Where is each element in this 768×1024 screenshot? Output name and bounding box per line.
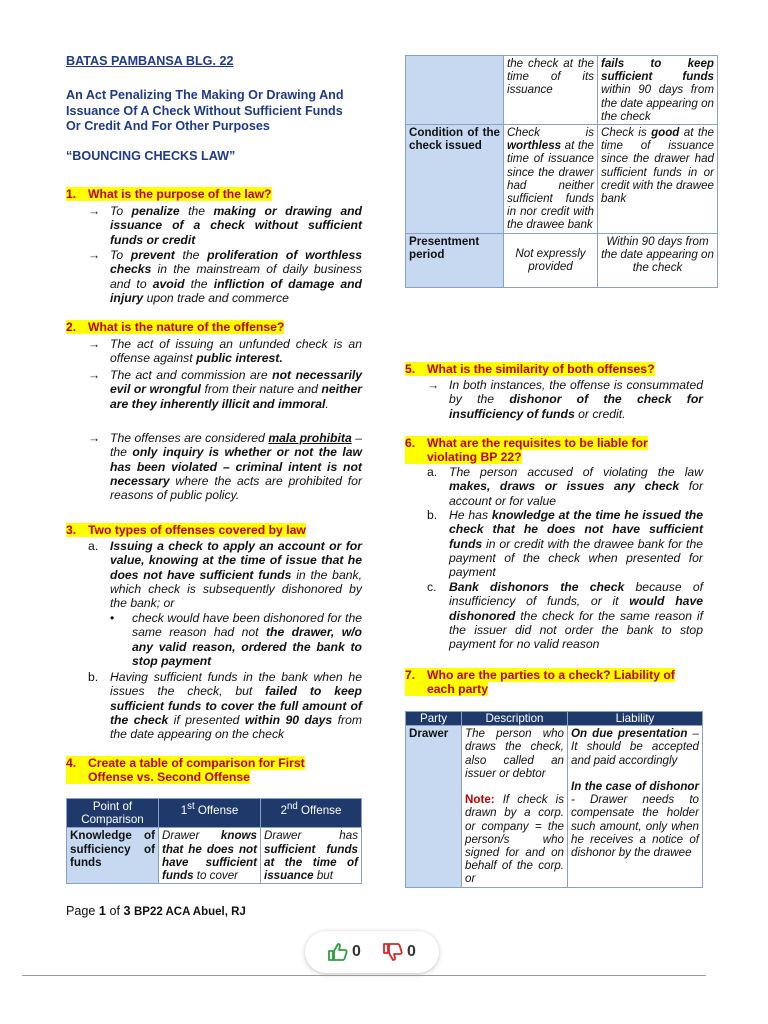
list-item: → The act of issuing an unfunded check is an offense against public interest.	[88, 337, 362, 366]
question-3-text: Two types of offenses covered by law	[88, 523, 306, 537]
question-1-text: What is the purpose of the law?	[88, 187, 272, 201]
question-7-text: Who are the parties to a check? Liability of	[427, 668, 675, 682]
table-cell: fails to keep sufficient funds within 90 days from the date appearing on the check	[598, 56, 718, 125]
table-header: Liability	[568, 712, 703, 726]
question-7-text: each party	[405, 682, 488, 696]
thumbs-down-icon	[383, 943, 403, 961]
table-header: 1st Offense	[159, 799, 261, 828]
reaction-bar	[305, 931, 439, 973]
table-header: Point of Comparison	[67, 799, 159, 828]
question-6-text: violating BP 22?	[405, 450, 522, 464]
footer-doc-name: BP22 ACA Abuel, RJ	[133, 906, 246, 918]
question-2: 2. What is the nature of the offense?	[66, 320, 285, 334]
list-item: → In both instances, the offense is consummated by the dishonor of the check for insufficiency of funds or credit.	[427, 378, 704, 421]
list-item: b. He has knowledge at the time he issued the check that he does not have sufficient funds in or credit with the drawee bank for the payment of the check when presented for payment	[427, 508, 703, 580]
table-cell: Within 90 days from the date appearing on the check	[598, 233, 718, 287]
table-cell: Not expressly provided	[504, 233, 598, 287]
list-item: b. Having sufficient funds in the bank when he issues the check, but failed to keep sufficient funds to cover the full amount of the check if presented within 90 days from the date appearing on the check	[88, 670, 362, 742]
comparison-table	[66, 798, 362, 884]
footer-page-total: 3	[123, 904, 131, 918]
list-item: a. The person accused of violating the law makes, draws or issues any check for account or for value	[427, 465, 703, 508]
like-count: 0	[352, 942, 361, 960]
table-cell: the check at the time of its issuance	[504, 56, 598, 125]
table-cell: Presentment period	[406, 233, 504, 287]
table-cell: Check is worthless at the time of issuance since the drawer had neither sufficient funds in nor credit with the drawee bank	[504, 125, 598, 234]
table-cell: Drawer knows that he does not have sufficient funds to cover	[159, 828, 261, 884]
table-cell: On due presentation – It should be accepted and paid accordingly In the case of dishonor - Drawer needs to compensate the holder such amount, only when he receives a notice of dishonor by the drawee	[568, 726, 703, 887]
question-1: 1. What is the purpose of the law?	[66, 187, 272, 201]
subtitle-line: An Act Penalizing The Making Or Drawing And	[66, 88, 344, 102]
list-item: • check would have been dishonored for the same reason had not the drawer, w/o any valid reason, ordered the bank to stop payment	[110, 611, 363, 668]
list-item: → To penalize the making or drawing and issuance of a check without sufficient funds or credit	[88, 204, 362, 247]
table-cell	[406, 56, 504, 125]
table-cell: Drawer	[406, 726, 462, 887]
footer-of: of	[109, 904, 120, 918]
table-cell: Check is good at the time of issuance since the drawer had sufficient funds in or credit with the drawee bank	[598, 125, 718, 234]
thumbs-up-icon	[328, 943, 348, 961]
document-title: BATAS PAMBANSA BLG. 22	[66, 54, 234, 68]
list-item: a. Issuing a check to apply an account or for value, knowing at the time of issue that he does not have sufficient funds in the bank, which check is subsequently dishonored by the bank; or	[88, 539, 363, 611]
footer-page-label: Page	[66, 904, 96, 918]
list-item: → The offenses are considered mala prohibita – the only inquiry is whether or not the law has been violated – criminal intent is not necessary where the acts are prohibited for reasons of public policy.	[88, 431, 363, 503]
footer-page-number: 1	[98, 904, 106, 918]
table-cell: Drawer has sufficient funds at the time of issuance but	[261, 828, 362, 884]
dislike-count: 0	[407, 942, 416, 960]
list-item: → The act and commission are not necessarily evil or wrongful from their nature and neither are they inherently illicit and immoral.	[88, 368, 363, 411]
question-6: 6. What are the requisites to be liable for violating BP 22?	[405, 436, 648, 465]
question-2-text: What is the nature of the offense?	[88, 320, 285, 334]
table-cell: Knowledge of sufficiency of funds	[67, 828, 159, 884]
like-button[interactable]	[328, 943, 361, 961]
law-nickname: “BOUNCING CHECKS LAW”	[66, 149, 236, 163]
question-3: 3. Two types of offenses covered by law	[66, 523, 306, 537]
document-subtitle	[66, 88, 344, 135]
question-4-text: Offense vs. Second Offense	[66, 770, 250, 784]
question-5-text: What is the similarity of both offenses?	[427, 362, 655, 376]
subtitle-line: Or Credit And For Other Purposes	[66, 119, 270, 133]
divider	[22, 975, 706, 976]
comparison-table-continued	[405, 55, 718, 288]
question-5: 5. What is the similarity of both offenses?	[405, 362, 655, 376]
question-6-text: What are the requisites to be liable for	[427, 436, 648, 450]
question-4: 4. Create a table of comparison for First Offense vs. Second Offense	[66, 756, 305, 785]
list-item: → To prevent the proliferation of worthless checks in the mainstream of daily business and to avoid the infliction of damage and injury upon trade and commerce	[88, 248, 362, 305]
table-cell: Condition of the check issued	[406, 125, 504, 234]
list-item: c. Bank dishonors the check because of insufficiency of funds, or it would have dishonored the check for the same reason if the issuer did not order the bank to stop payment for no valid reason	[427, 580, 704, 652]
dislike-button[interactable]	[383, 943, 416, 961]
question-7: 7. Who are the parties to a check? Liability of each party	[405, 668, 675, 697]
parties-table	[405, 711, 703, 888]
table-cell: The person who draws the check, also called an issuer or debtor Note: If check is drawn by a corp. or company = the person/s who signed for and on behalf of the corp. or	[462, 726, 568, 887]
subtitle-line: Issuance Of A Check Without Sufficient Funds	[66, 103, 343, 118]
table-header: 2nd Offense	[261, 799, 362, 828]
question-4-text: Create a table of comparison for First	[88, 756, 305, 770]
page-footer	[66, 904, 246, 919]
table-header: Description	[462, 712, 568, 726]
table-header: Party	[406, 712, 462, 726]
